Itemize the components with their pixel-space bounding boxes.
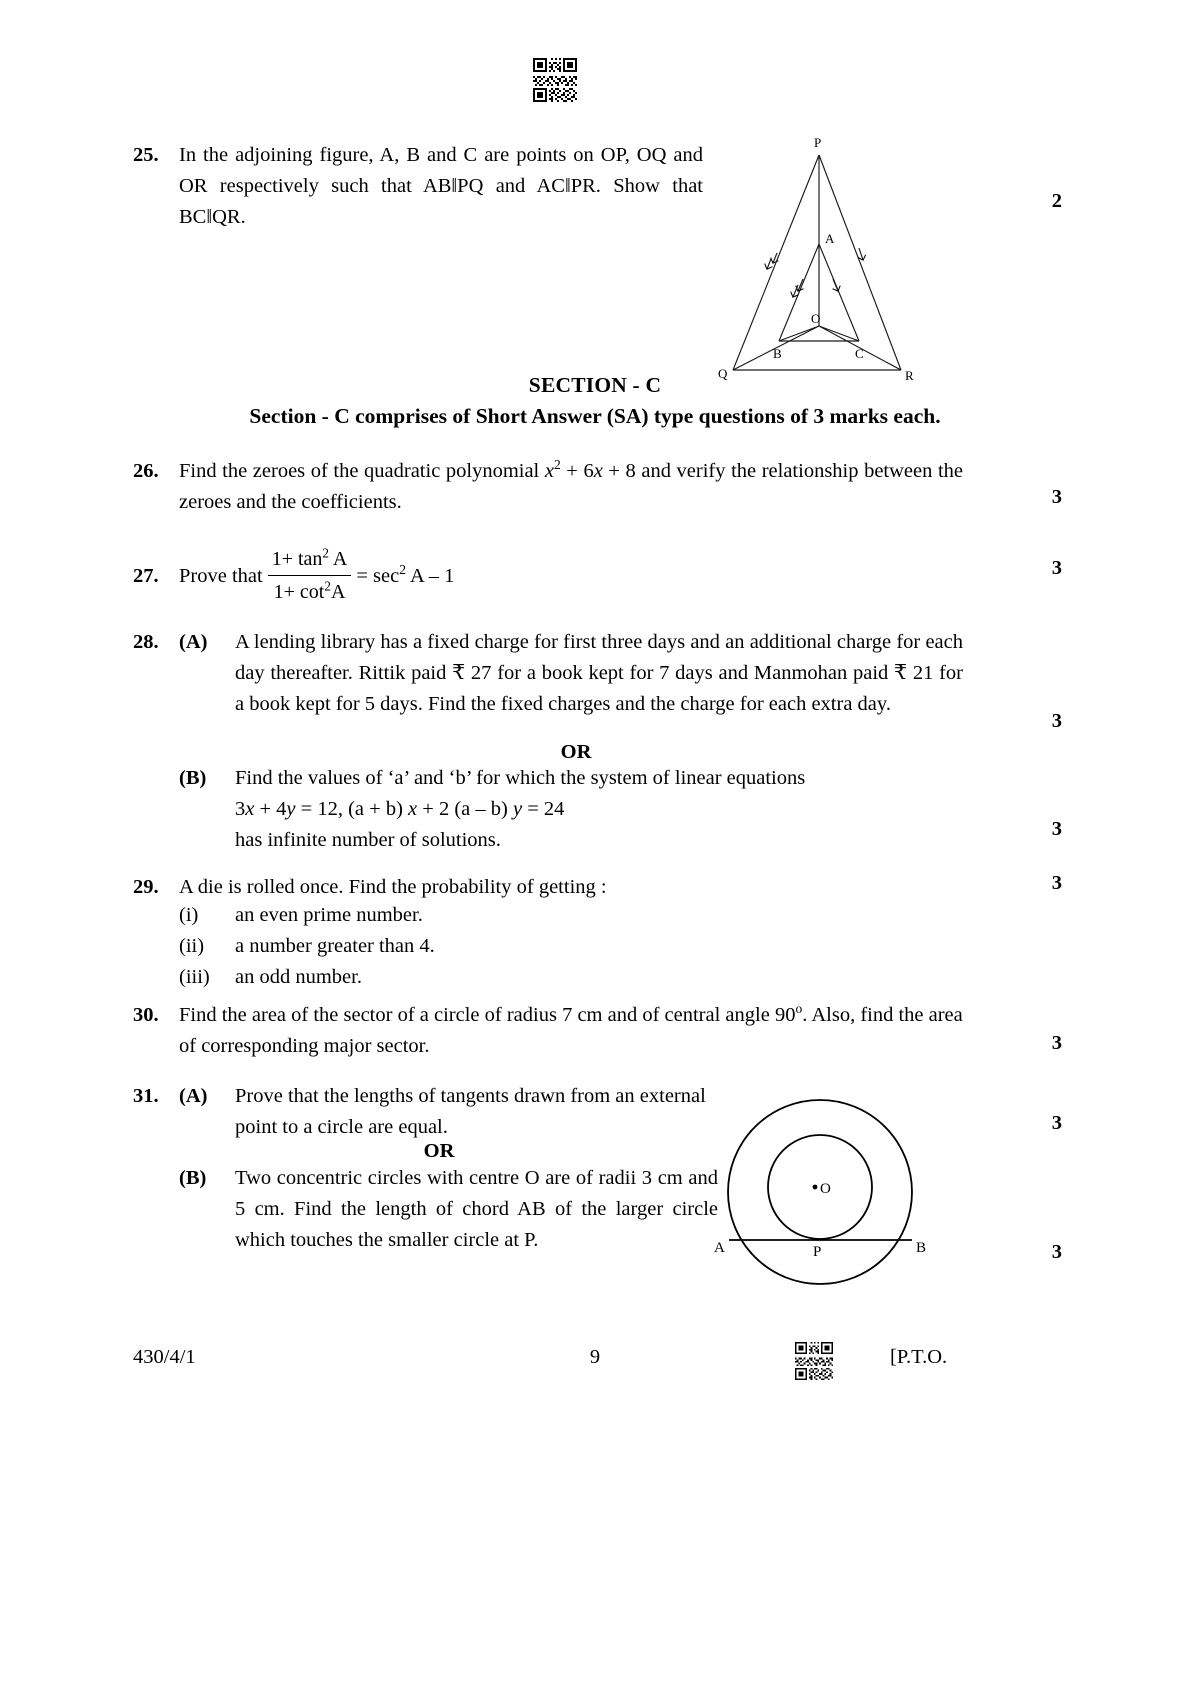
label-B: B [773,346,782,361]
question-31-option-b [179,1163,719,1256]
question-29-item-0-text: an even prime number. [235,904,423,926]
question-29-item-2-text: an odd number. [235,966,362,989]
question-28-text-a: A lending library has a fixed charge for first three days and an additional charge for each day thereafter. Rittik paid ₹ 27 for a book kept for 7 days and Manmohan paid ₹ 21 for a book kept for 5 days. Find the fixed charges and the charge for each extra day. [235,631,963,716]
question-30-marks: 3 [1051,1032,1062,1054]
label-O: O [811,311,821,326]
q27-equals: = [356,565,368,588]
question-25-number: 25. [133,144,159,166]
question-28-option-b [179,763,969,856]
question-30-text [179,1000,963,1062]
question-31-label-b: (B) [179,1167,207,1189]
question-29-item-0-roman: (i) [179,904,199,926]
label-C: C [855,346,864,361]
concentric-circles-figure [710,1080,935,1305]
list-item [179,962,779,993]
label-P: P [813,1244,822,1260]
question-26 [133,456,963,518]
q30-degree-symbol: o [795,1001,803,1017]
section-c-subheading: Section - C comprises of Short Answer (SA) type questions of 3 marks each. [249,404,941,428]
question-28-equation-b: 3x + 4y = 12, (a + b) x + 2 (a – b) y = 24 [235,798,565,821]
question-28-text-b2: has infinite number of solutions. [235,829,501,852]
question-27-text [179,545,454,609]
question-27 [133,545,833,609]
q27-den-exponent: 2 [324,578,331,594]
q27-num-exponent: 2 [322,545,330,561]
question-28-label-a: (A) [179,631,208,653]
pto-label: [P.T.O. [890,1346,948,1368]
question-30-number: 30. [133,1004,159,1026]
q27-numerator [268,544,352,575]
question-27-marks: 3 [1051,557,1062,579]
question-25-marks: 2 [1051,190,1062,212]
question-29-item-1-text: a number greater than 4. [235,935,435,958]
question-28-text-b-block [235,763,965,856]
page-number: 9 [589,1346,601,1368]
label-Q: Q [718,366,728,381]
question-29-marks: 3 [1051,872,1062,894]
question-29-sublist [179,900,779,993]
q26-poly-x: x [544,460,554,482]
question-28 [133,627,963,720]
question-31-or: OR [423,1140,455,1162]
q26-poly-x2: x [593,460,603,482]
q26-poly-exponent: 2 [553,457,561,473]
q26-poly-end: + 8 and verify the relationship between the zeroes and the coefficients. [179,460,964,514]
question-29-number: 29. [133,876,159,898]
q27-fraction [268,544,352,608]
question-26-number: 26. [133,460,159,482]
qr-code-bottom [795,1342,833,1380]
label-B: B [916,1240,927,1256]
q27-sec-exponent: 2 [399,562,406,578]
label-A: A [825,231,835,246]
q27-den-b: A [330,581,346,604]
paper-code: 430/4/1 [133,1346,196,1368]
question-28-marks-b: 3 [1051,818,1062,840]
question-28-text-b: Find the values of ‘a’ and ‘b’ for which the system of linear equations [235,767,806,789]
qr-code-top [533,58,577,102]
centre-point [813,1185,818,1190]
q27-den-a: 1+ cot [273,581,325,604]
question-29-item-2-roman: (iii) [179,966,210,989]
list-item [179,900,779,931]
question-28-marks-a: 3 [1051,710,1062,732]
section-c-heading: SECTION - C [528,373,662,397]
question-26-text [179,456,963,518]
question-31 [133,1081,718,1143]
question-26-marks: 3 [1051,486,1062,508]
question-31-label-a: (A) [179,1085,208,1107]
question-31-text-a: Prove that the lengths of tangents drawn from an external point to a circle are equal. [235,1085,706,1139]
q30-text-a: Find the area of the sector of a circle of radius 7 cm and of central angle 90 [179,1004,796,1026]
q27-tail: A – 1 [406,565,455,588]
question-25 [133,140,703,233]
question-29 [133,872,963,903]
question-28-or: OR [560,741,592,763]
q27-sec: sec [373,565,400,588]
q26-text-before: Find the zeroes of the quadratic polynomial [179,460,545,482]
q30-text-b: . Also, find the area of corresponding major sector. [179,1004,963,1058]
list-item [179,931,779,962]
q27-rhs [356,561,454,592]
question-31-text-b: Two concentric circles with centre O are of radii 3 cm and 5 cm. Find the length of chord AB of the larger circle which touches the smaller circle at P. [235,1167,718,1252]
question-31-marks-a: 3 [1051,1112,1062,1134]
q27-denominator [268,575,352,607]
question-31-marks-b: 3 [1051,1241,1062,1263]
question-29-item-1-roman: (ii) [179,935,205,958]
triangle-pqr-figure [715,130,925,390]
question-28-number: 28. [133,631,159,653]
label-A: A [714,1240,725,1256]
question-30 [133,1000,963,1062]
label-P: P [814,135,822,150]
question-29-text: A die is rolled once. Find the probability of getting : [179,876,607,898]
q27-num-b: A [329,548,348,570]
label-O: O [820,1181,831,1197]
q27-lead: Prove that [179,565,263,588]
label-R: R [905,368,914,383]
question-25-text: In the adjoining figure, A, B and C are points on OP, OQ and OR respectively such that AB‖PQ and AC‖PR. Show that BC‖QR. [179,144,703,229]
question-31-number: 31. [133,1085,159,1107]
question-28-label-b: (B) [179,767,207,789]
q26-poly-mid: + 6 [560,460,594,482]
question-27-number: 27. [133,565,159,588]
q27-num-a: 1+ tan [271,548,323,570]
